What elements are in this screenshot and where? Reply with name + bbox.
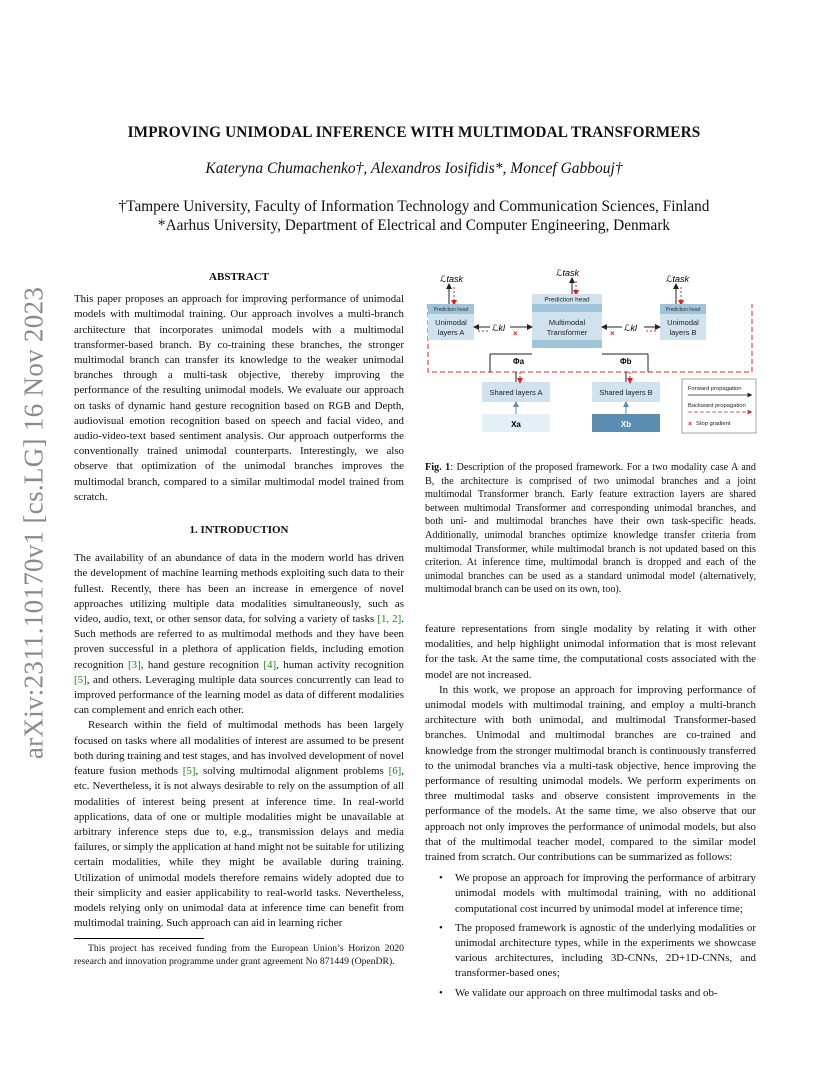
list-item: • The proposed framework is agnostic of the underlying modalities or unimodal architecture types, while in the experiments we showcase various architectures, including 3D-CNNs, 2D+1D-CNNs, and transformer-based ones; (437, 921, 756, 982)
right-column (425, 461, 756, 1005)
right-paragraph-1: feature representations from single modality by relating it with other modalities, and help highlight unimodal information that is most relevant for the task. At the same time, the computational costs associated with the model are not increased. (425, 622, 756, 681)
affiliation-2: *Aarhus University, Department of Electrical and Computer Engineering, Denmark (157, 217, 671, 234)
contribution-list (425, 871, 756, 1001)
prediction-head-b-label: Prediction head (665, 307, 701, 313)
svg-text:layers B: layers B (669, 328, 697, 337)
svg-text:layers A: layers A (437, 328, 465, 337)
citation-link[interactable]: [5] (182, 765, 196, 778)
unimodal-layers-b-label: Unimodal (667, 318, 699, 327)
affiliation-1: †Tampere University, Faculty of Information Technology and Communication Sciences, Finland (118, 198, 710, 215)
shared-layers-a-label: Shared layers A (489, 388, 543, 397)
svg-text:×: × (610, 329, 615, 338)
loss-task-center: ℒtask (556, 268, 579, 278)
phi-a-label: Φa (513, 357, 525, 366)
list-item: • We validate our approach on three multimodal tasks and ob- (437, 986, 756, 1001)
legend-stop: Stop gradient (696, 421, 731, 427)
paper-title: IMPROVING UNIMODAL INFERENCE WITH MULTIMODAL TRANSFORMERS (127, 124, 701, 141)
svg-text:Transformer: Transformer (546, 328, 588, 337)
citation-link[interactable]: [4] (263, 658, 277, 671)
prediction-head-label: Prediction head (544, 296, 590, 304)
footnote-rule (74, 938, 204, 939)
left-column (74, 270, 404, 931)
arxiv-sidebar-stamp (14, 283, 54, 763)
abstract-heading: ABSTRACT (209, 271, 269, 283)
intro-paragraph-2: Research within the field of multimodal methods has been largely focused on tasks where all modalities of interest are assumed to be present both during training and test stages, and has involved development of novel feature fusion methods [5], solving multimodal alignment problems [6], etc. Nevertheless, it is not always desirable to rely on the assumption of all modalities of interest being present at inference time. In real-world applications, data of one or multiple modalities might be unavailable at arbitrary inference steps due to, e.g., transmission delays and media failures, or simply the application at hand might not be suitable for utilizing certain modalities, while they might be available during training. Utilization of unimodal models therefore remains widely adopted due to their simplicity and easier applicability to real-world tasks. Nevertheless, models relying only on unimodal data at inference time can benefit from multimodal training. Such approach can aid in learning richer (74, 719, 404, 930)
shared-layers-b-label: Shared layers B (599, 388, 653, 397)
intro-paragraph-1: The availability of an abundance of data in the modern world has driven the development of machine learning methods exploiting such data to their fullest. Recently, there has been an increase in emergence of novel approaches utilizing multiple data modalities simultaneously, such as video, audio, text, or other sensor data, for solving a variety of tasks [1, 2]. Such methods are referred to as multimodal methods and they have been proven successful in a plethora of application fields, including emotion recognition [3], hand gesture recognition [4], human activity recognition [5], and others. Leveraging multiple data sources concurrently can lead to improved performance of the learning model as data of different modalities can complement and enrich each other. (74, 552, 404, 717)
author-list: Kateryna Chumachenko†, Alexandros Iosifidis*, Moncef Gabbouj† (205, 160, 623, 177)
loss-task-right: ℒtask (666, 274, 689, 284)
loss-kl-right: ℒkl (624, 323, 637, 333)
prediction-head-a-label: Prediction head (433, 307, 469, 313)
figure-label: Fig. 1 (425, 462, 451, 473)
phi-b-label: Φb (620, 357, 632, 366)
citation-link[interactable]: [1, 2] (377, 613, 402, 626)
legend-backward: Backward propagation (688, 403, 746, 409)
abstract-text: This paper proposes an approach for improving performance of unimodal models with multimodal training. Our approach involves a multi-branch architecture that incorporates unimodal models with a multimodal transformer-based branch. By co-training these branches, the stronger multimodal branch can transfer its knowledge to the weaker unimodal branches through a multi-task objective, thereby improving the performance of the resulting unimodal models. We evaluate our approach on tasks of dynamic hand gesture recognition based on RGB and Depth, audiovisual emotion recognition based on speech and facial video, and audio-video-text based sentiment analysis. Our approach outperforms the conventionally trained unimodal counterparts. Interestingly, we also observe that optimization of the unimodal branches improves the multimodal branch, compared to a similar multimodal model trained from scratch. (74, 293, 404, 503)
funding-footnote: This project has received funding from the European Union’s Horizon 2020 research and innovation programme under grant agreement No 871449 (OpenDR). (74, 943, 404, 967)
introduction-heading: 1. INTRODUCTION (189, 524, 289, 537)
framework-diagram (420, 264, 760, 464)
svg-text:×: × (513, 329, 518, 338)
list-item: • We propose an approach for improving the performance of arbitrary unimodal models with multimodal training, with no additional computational cost incurred by unimodal model at inference time; (437, 871, 756, 917)
svg-text:×: × (688, 421, 693, 428)
citation-link[interactable]: [5] (74, 673, 87, 686)
input-b-label: Xb (620, 420, 632, 429)
citation-link[interactable]: [3] (128, 658, 141, 671)
unimodal-layers-a-label: Unimodal (435, 318, 467, 327)
multimodal-transformer-label: Multimodal (548, 318, 586, 327)
arxiv-identifier: arXiv:2311.10170v1 [cs.LG] 16 Nov 2023 (18, 286, 49, 760)
right-paragraph-2: In this work, we propose an approach for improving performance of unimodal models with multimodal training, and employ a multi-branch architecture with both unimodal, and multimodal Transformer-based branches. Unimodal and multimodal branches are co-trained and knowledge from the stronger multimodal branch is continuously transferred to the unimodal branches via a multi-task objective, hence improving the performance of resulting unimodal models. We perform experiments on three multimodal tasks and observe consistent improvements in the performance of the models. At the same time, we also observe that our approach not only improves the performance of unimodal models, but also that of the multimodal teacher model, compared to the similar model trained from scratch. Our contributions can be summarized as follows: (425, 683, 756, 863)
input-a-label: Xa (511, 420, 521, 429)
legend-forward: Forward propagation (688, 386, 742, 392)
citation-link[interactable]: [6] (388, 765, 402, 778)
loss-task-left: ℒtask (440, 274, 463, 284)
loss-kl-left: ℒkl (492, 323, 505, 333)
figure-caption: Fig. 1: Description of the proposed framework. For a two modality case A and B, the architecture is comprised of two unimodal branches and a joint multimodal Transformer branch. Early feature extraction layers are shared between multimodal Transformer and corresponding unimodal branches, and both uni- and multimodal branches have their own task-specific heads. Additionally, unimodal branches optimize knowledge transfer criteria from multimodal Transformer, while multimodal branch is not updated based on this criterion. At inference time, multimodal branch is dropped and each of the unimodal branches can be used as a standard unimodal model (alternatively, multimodal branch can be used on its own, too). (425, 462, 756, 596)
framework-figure (420, 264, 760, 464)
